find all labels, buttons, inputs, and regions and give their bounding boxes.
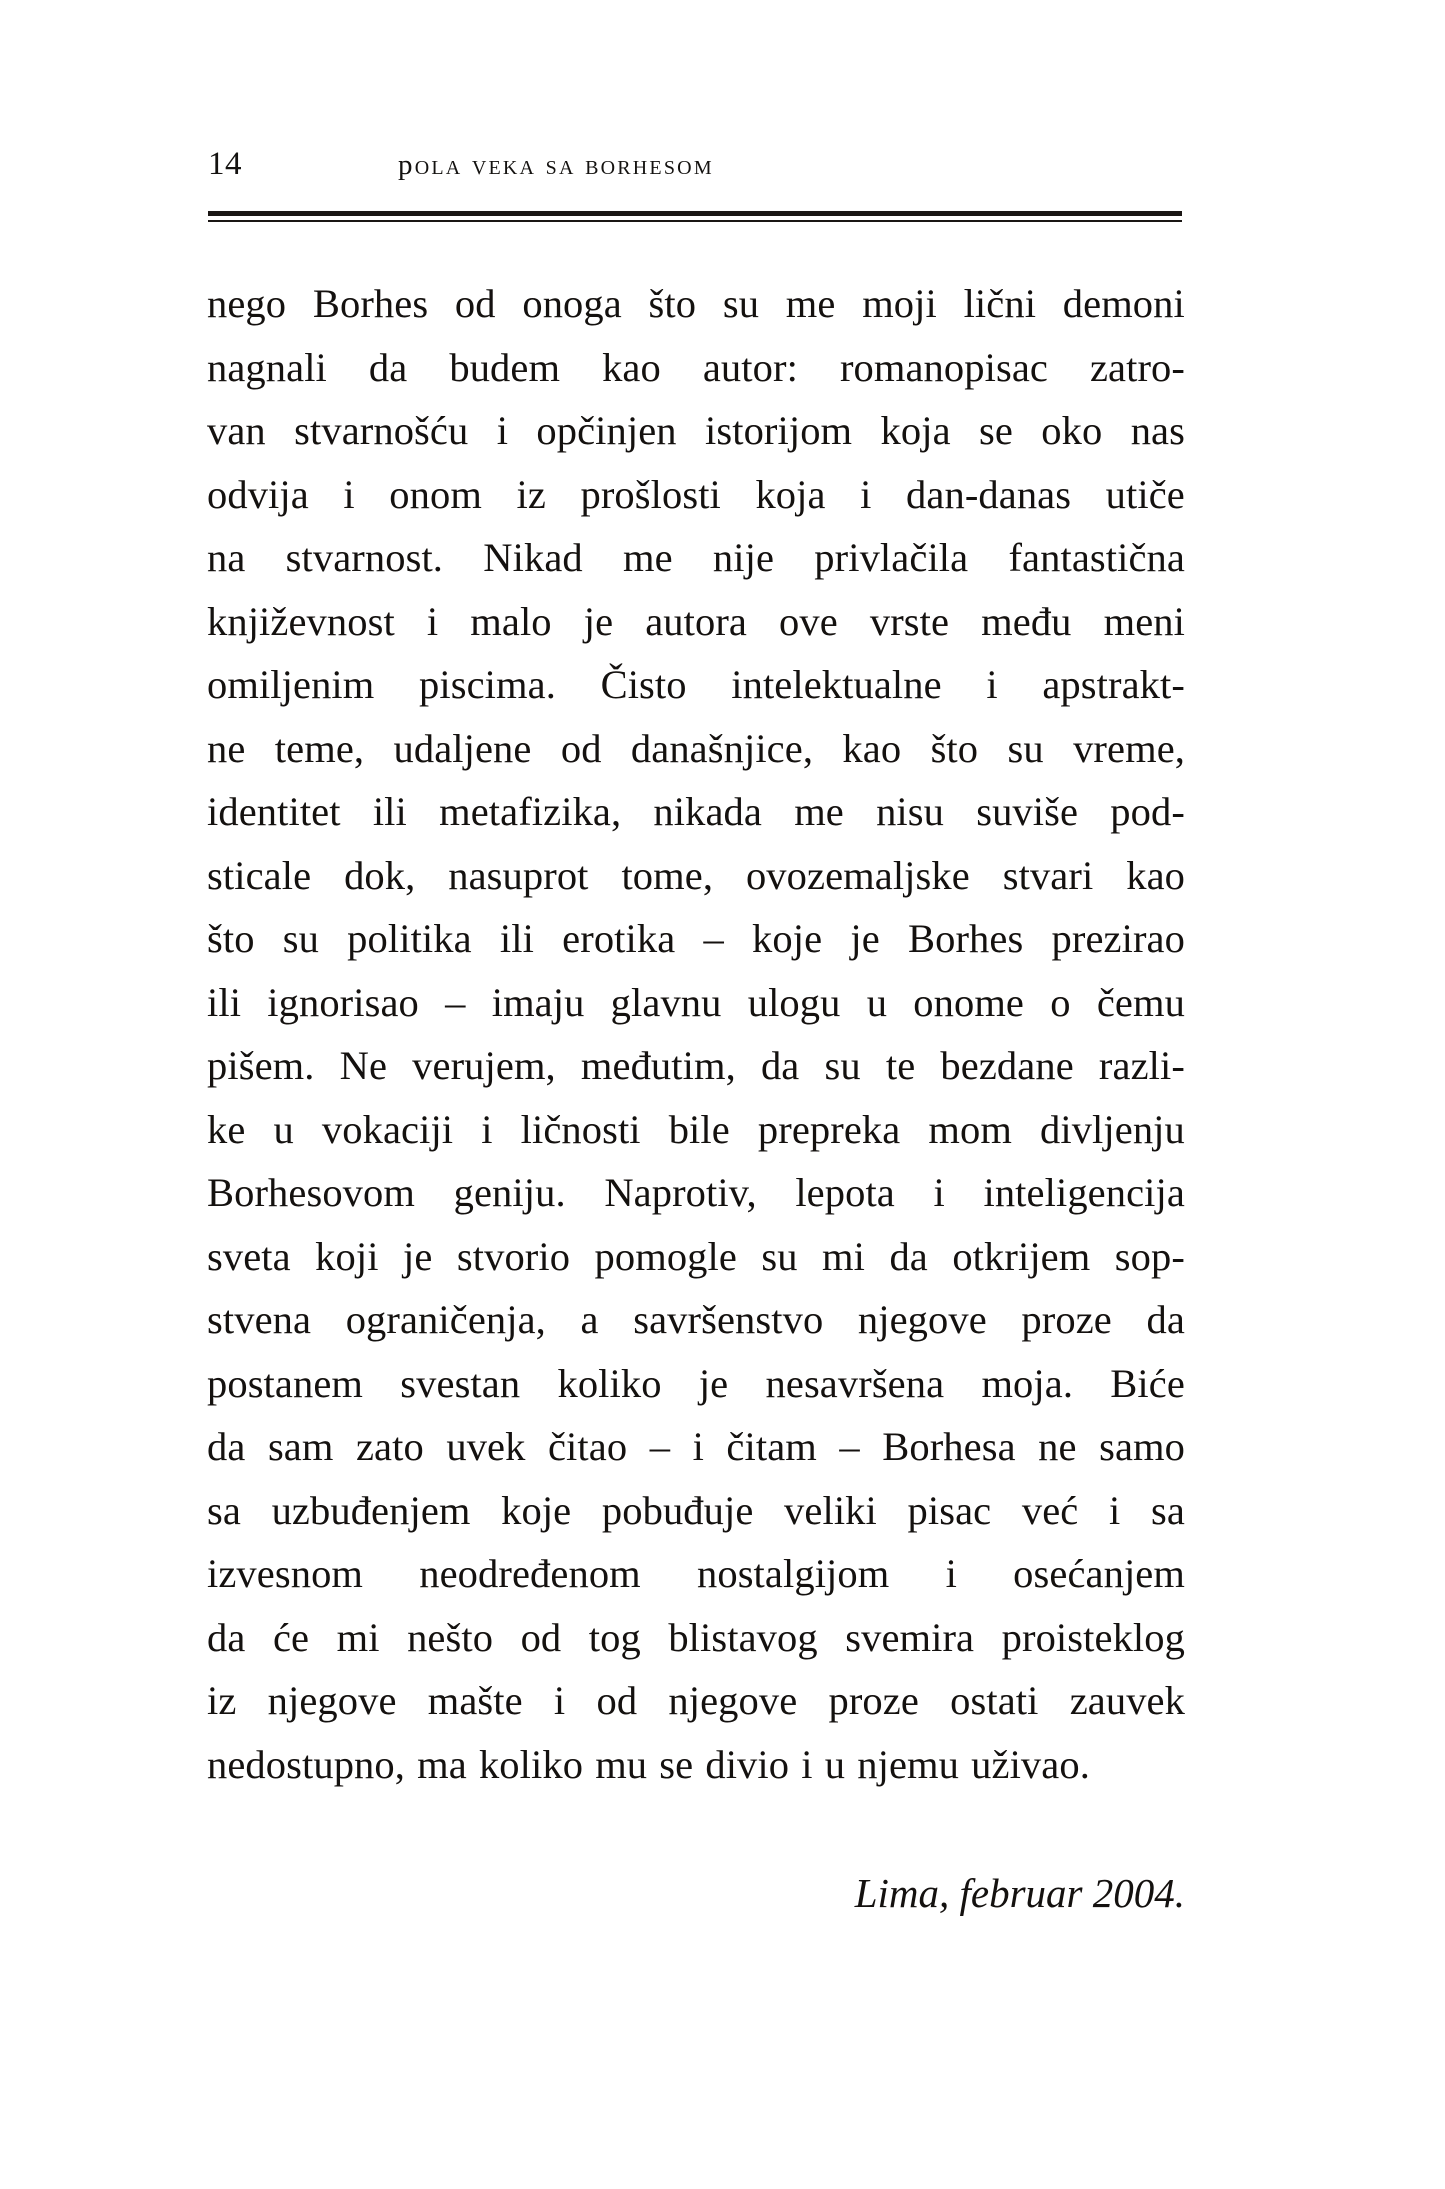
body-word: njegove: [857, 1297, 987, 1342]
body-word: su: [1007, 725, 1044, 771]
body-line: [207, 1542, 1185, 1606]
body-word: istorijom: [705, 408, 853, 453]
body-word: nisu: [876, 789, 944, 834]
body-word: Čisto: [600, 662, 687, 707]
body-word: nas: [1130, 408, 1185, 453]
body-word: lični: [963, 281, 1037, 326]
body-word: sveta: [207, 1233, 291, 1279]
body-word: samo: [1099, 1424, 1185, 1469]
body-word: van: [207, 408, 266, 453]
body-word: proze: [828, 1678, 919, 1723]
body-line: [207, 1352, 1185, 1416]
body-word: omiljenim: [207, 662, 375, 707]
body-word: svemira: [845, 1614, 975, 1660]
body-word: malo: [470, 598, 552, 644]
body-word: što: [930, 725, 979, 771]
body-word: koje: [752, 916, 823, 961]
body-word: je: [698, 1360, 729, 1406]
body-word: Borhesa: [882, 1424, 1016, 1469]
body-word: Borhes: [908, 916, 1024, 961]
body-word: od: [596, 1678, 638, 1723]
body-word: odvija: [207, 471, 309, 517]
body-word: pišem.: [207, 1043, 315, 1088]
body-word: i: [1109, 1487, 1121, 1533]
body-word: dok,: [344, 852, 416, 898]
body-word: što: [648, 281, 697, 326]
body-word: vrste: [869, 598, 950, 644]
body-word: svestan: [400, 1360, 521, 1406]
body-word: me: [623, 535, 673, 580]
body-word: već: [1021, 1487, 1079, 1533]
body-word: a: [580, 1297, 599, 1342]
body-word: od: [560, 725, 602, 771]
body-word: onom: [389, 471, 482, 517]
body-word: prepreka: [757, 1106, 901, 1152]
body-word: ne: [1038, 1424, 1077, 1469]
body-word: razli-: [1098, 1043, 1185, 1088]
body-word: neodređenom: [419, 1551, 641, 1596]
body-word: nije: [712, 535, 775, 580]
body-word: nedostupno,: [207, 1741, 405, 1787]
body-word: romanopisac: [839, 344, 1048, 390]
body-word: čemu: [1096, 979, 1185, 1025]
body-word: nikada: [653, 789, 762, 834]
body-word: vreme,: [1073, 725, 1185, 771]
body-word: udaljene: [393, 725, 532, 771]
body-word: o: [1050, 979, 1071, 1025]
body-line: [207, 971, 1185, 1035]
body-word: čitam: [726, 1424, 817, 1469]
body-word: –: [839, 1424, 860, 1469]
body-word: verujem,: [412, 1043, 556, 1088]
body-word: ulogu: [747, 979, 841, 1025]
body-word: se: [979, 408, 1013, 453]
body-word: nagnali: [207, 344, 327, 390]
body-word: stvorio: [456, 1233, 571, 1279]
body-word: iz: [207, 1678, 237, 1723]
body-word: stvena: [207, 1297, 312, 1342]
body-word: uzbuđenjem: [271, 1487, 471, 1533]
body-word: geniju.: [453, 1170, 566, 1215]
body-word: nostalgijom: [697, 1551, 890, 1596]
body-word: pod-: [1110, 789, 1185, 834]
body-word: i: [692, 1424, 704, 1469]
body-word: ke: [207, 1106, 246, 1152]
body-word: današnjice,: [630, 725, 814, 771]
body-word: ili: [207, 979, 242, 1025]
body-word: onoga: [522, 281, 622, 326]
body-line: [207, 399, 1185, 463]
body-word: utiče: [1105, 471, 1185, 517]
body-word: prezirao: [1051, 916, 1185, 961]
body-word: bile: [668, 1106, 730, 1152]
body-word: koja: [880, 408, 951, 453]
body-word: privlačila: [814, 535, 969, 580]
body-word: apstrakt-: [1042, 662, 1185, 707]
body-word: koje: [501, 1487, 572, 1533]
body-word: zatro-: [1089, 344, 1185, 390]
body-word: je: [403, 1233, 433, 1279]
body-word: što: [207, 916, 255, 961]
body-word: ove: [779, 598, 838, 644]
body-word: ignorisao: [267, 979, 419, 1025]
body-word: Ne: [339, 1043, 388, 1088]
body-word: kao: [602, 344, 661, 390]
body-word: dan-danas: [906, 471, 1072, 517]
body-word: moji: [862, 281, 937, 326]
body-word: osećanjem: [1013, 1551, 1185, 1596]
body-word: erotika: [562, 916, 676, 961]
body-word: –: [703, 916, 724, 961]
body-line: [207, 1098, 1185, 1162]
body-line: [207, 717, 1185, 781]
body-word: teme,: [274, 725, 365, 771]
body-word: je: [583, 598, 614, 644]
body-line: [207, 1733, 1185, 1797]
running-head: [208, 148, 1188, 202]
body-word: sticale: [207, 852, 312, 898]
body-word: da: [207, 1614, 246, 1660]
body-word: i: [496, 408, 509, 453]
body-word: književnost: [207, 598, 395, 644]
body-word: i: [343, 471, 355, 517]
body-word: nesavršena: [765, 1360, 945, 1406]
body-word: nešto: [407, 1614, 494, 1660]
body-word: demoni: [1062, 281, 1185, 326]
body-word: se: [659, 1741, 694, 1787]
body-word: su: [722, 281, 760, 326]
body-word: politika: [347, 916, 472, 961]
body-word: da: [760, 1043, 800, 1088]
body-word: ne: [207, 725, 246, 771]
body-word: te: [885, 1043, 916, 1088]
body-word: u: [866, 979, 888, 1025]
body-word: otkrijem: [952, 1233, 1091, 1279]
body-word: vokaciji: [321, 1106, 454, 1152]
body-word: i: [801, 1741, 813, 1787]
body-word: mašte: [427, 1678, 523, 1723]
body-line: [207, 1606, 1185, 1670]
body-word: među: [981, 598, 1072, 644]
body-word: mi: [336, 1614, 380, 1660]
body-line: [207, 1225, 1185, 1289]
body-word: ovozemaljske: [745, 852, 970, 898]
body-word: meni: [1103, 598, 1185, 644]
body-line: [207, 907, 1185, 971]
body-word: moja.: [981, 1360, 1074, 1406]
body-word: stvari: [1002, 852, 1094, 898]
body-word: lepota: [795, 1170, 895, 1215]
body-word: identitet: [207, 789, 341, 834]
body-line: [207, 844, 1185, 908]
body-word: veliki: [784, 1487, 877, 1533]
body-word: budem: [449, 344, 561, 390]
body-word: kao: [1126, 852, 1185, 898]
body-word: Nikad: [483, 535, 583, 580]
body-word: ma: [417, 1741, 467, 1787]
body-word: nasuprot: [448, 852, 589, 898]
body-line: [207, 1669, 1185, 1733]
body-word: Borhesovom: [207, 1170, 415, 1215]
header-double-rule: [208, 211, 1182, 222]
body-word: stvarnošću: [294, 408, 469, 453]
body-word: pomogle: [594, 1233, 737, 1279]
body-word: autor:: [702, 344, 798, 390]
body-word: uvek: [446, 1424, 526, 1469]
body-word: suviše: [976, 789, 1079, 834]
body-line: [207, 272, 1185, 336]
body-word: imaju: [491, 979, 585, 1025]
body-word: na: [207, 535, 246, 580]
body-word: prošlosti: [580, 471, 721, 517]
body-word: čitao: [547, 1424, 628, 1469]
body-line: [207, 780, 1185, 844]
body-word: sop-: [1114, 1233, 1185, 1279]
body-word: piscima.: [419, 662, 556, 707]
body-word: onome: [913, 979, 1025, 1025]
body-word: divio: [705, 1741, 790, 1787]
body-word: inteligencija: [983, 1170, 1185, 1215]
page-number: 14: [208, 146, 242, 182]
body-word: –: [649, 1424, 671, 1469]
body-word: nego: [207, 281, 287, 326]
body-word: ili: [372, 789, 407, 834]
body-word: tome,: [621, 852, 714, 898]
body-word: proze: [1021, 1297, 1112, 1342]
body-line: [207, 1415, 1185, 1479]
body-word: njegove: [668, 1678, 798, 1723]
body-word: i: [945, 1551, 957, 1596]
body-word: zauvek: [1069, 1678, 1185, 1723]
body-word: zato: [355, 1424, 424, 1469]
body-word: su: [282, 916, 319, 961]
body-word: glavnu: [610, 979, 722, 1025]
body-word: ostati: [950, 1678, 1039, 1723]
body-word: da: [207, 1424, 246, 1469]
body-word: u: [824, 1741, 846, 1787]
body-word: izvesnom: [207, 1551, 364, 1596]
body-word: će: [272, 1614, 310, 1660]
body-word: –: [445, 979, 466, 1025]
body-word: stvarnost.: [285, 535, 444, 580]
body-word: uživao.: [971, 1741, 1090, 1787]
body-word: autora: [645, 598, 747, 644]
body-word: fantastična: [1008, 535, 1185, 580]
body-line: [207, 1288, 1185, 1352]
body-word: koliko: [557, 1360, 662, 1406]
body-word: postanem: [207, 1360, 364, 1406]
body-line: [207, 1479, 1185, 1543]
body-word: je: [850, 916, 880, 961]
body-word: divljenju: [1040, 1106, 1185, 1152]
body-line: [207, 1161, 1185, 1225]
body-word: sa: [207, 1487, 241, 1533]
body-word: ili: [499, 916, 534, 961]
body-word: savršenstvo: [633, 1297, 824, 1342]
body-word: koji: [315, 1233, 379, 1279]
body-word: međutim,: [580, 1043, 736, 1088]
body-word: pisac: [907, 1487, 992, 1533]
body-word: bezdane: [940, 1043, 1074, 1088]
header-rule-thin: [208, 220, 1182, 222]
body-word: blistavog: [668, 1614, 818, 1660]
body-word: i: [481, 1106, 493, 1152]
body-word: i: [986, 662, 998, 707]
signoff-line: Lima, februar 2004.: [854, 1870, 1185, 1916]
body-word: ličnosti: [520, 1106, 641, 1152]
body-word: ograničenja,: [345, 1297, 546, 1342]
body-word: mom: [928, 1106, 1012, 1152]
body-word: sa: [1150, 1487, 1185, 1533]
body-word: oko: [1041, 408, 1103, 453]
body-word: intelektualne: [731, 662, 942, 707]
body-word: da: [1146, 1297, 1185, 1342]
body-word: i: [933, 1170, 945, 1215]
body-word: sam: [267, 1424, 334, 1469]
body-word: iz: [516, 471, 546, 517]
body-word: da: [368, 344, 408, 390]
body-word: tog: [588, 1614, 641, 1660]
body-word: koliko: [478, 1741, 584, 1787]
body-line: [207, 1034, 1185, 1098]
body-word: Biće: [1110, 1360, 1185, 1406]
running-head-title: pola veka sa borhesom: [398, 149, 714, 181]
body-text-block: [207, 272, 1185, 1796]
body-word: su: [761, 1233, 798, 1279]
body-word: pobuđuje: [601, 1487, 754, 1533]
body-word: me: [794, 789, 844, 834]
body-line: [207, 590, 1185, 654]
body-word: u: [273, 1106, 294, 1152]
body-word: opčinjen: [536, 408, 677, 453]
body-word: njemu: [857, 1741, 959, 1787]
body-line: [207, 463, 1185, 527]
body-word: me: [785, 281, 836, 326]
body-word: mi: [822, 1233, 866, 1279]
body-word: Naprotiv,: [604, 1170, 757, 1215]
body-word: metafizika,: [439, 789, 622, 834]
body-word: Borhes: [312, 281, 429, 326]
body-word: koja: [755, 471, 826, 517]
body-word: da: [889, 1233, 928, 1279]
body-word: od: [520, 1614, 562, 1660]
body-word: su: [824, 1043, 861, 1088]
body-word: mu: [595, 1741, 648, 1787]
body-line: [207, 526, 1185, 590]
body-word: i: [860, 471, 872, 517]
body-word: od: [454, 281, 496, 326]
body-line: [207, 336, 1185, 400]
body-word: proisteklog: [1001, 1614, 1185, 1660]
body-line: [207, 653, 1185, 717]
body-word: i: [553, 1678, 566, 1723]
body-word: kao: [842, 725, 902, 771]
body-word: i: [426, 598, 439, 644]
body-word: njegove: [267, 1678, 397, 1723]
